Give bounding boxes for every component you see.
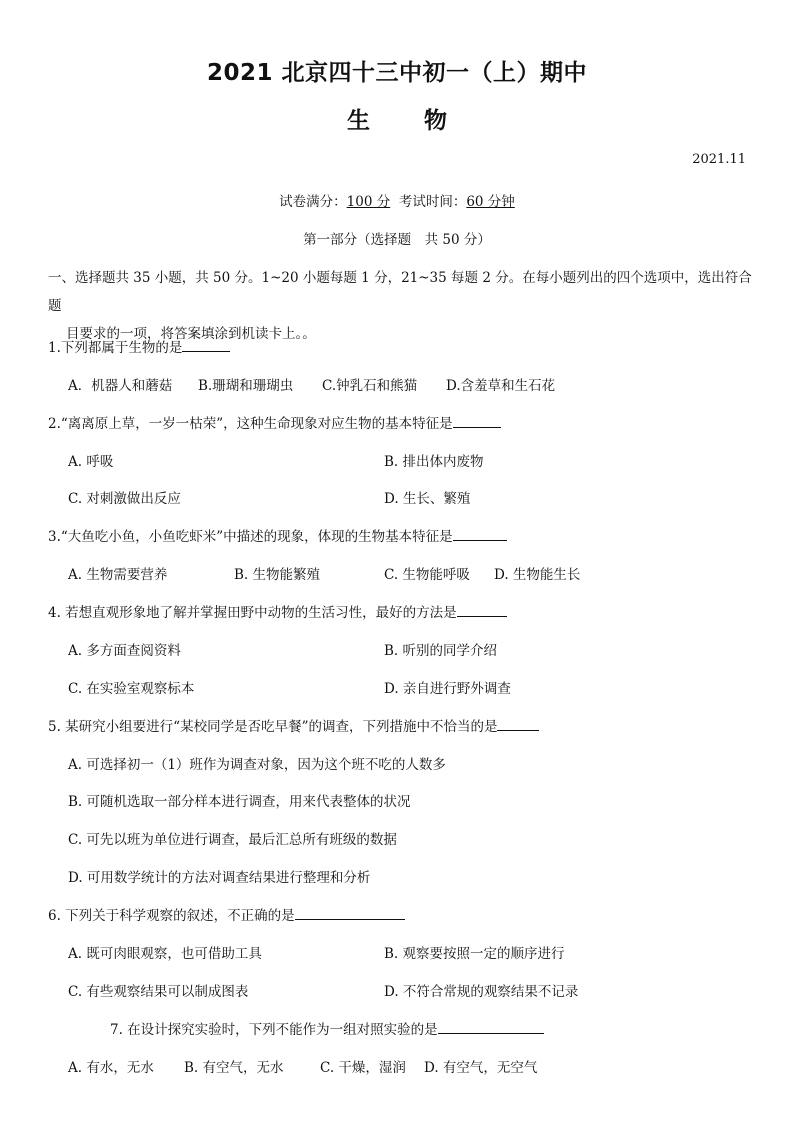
option: D. 亲自进行野外调查 bbox=[384, 681, 511, 697]
option: C.钟乳石和熊猫 bbox=[322, 378, 418, 394]
option: D. 生物能生长 bbox=[494, 567, 581, 583]
option: C. 可先以班为单位进行调查，最后汇总所有班级的数据 bbox=[68, 832, 397, 848]
option: D.含羞草和生石花 bbox=[446, 378, 556, 394]
option: B. 排出体内废物 bbox=[384, 454, 484, 470]
option: D. 生长、繁殖 bbox=[384, 491, 471, 507]
question-stem: 7. 在设计探究实验时，下列不能作为一组对照实验的是 bbox=[110, 1018, 544, 1038]
option: B. 听别的同学介绍 bbox=[384, 643, 498, 659]
option: D. 有空气，无空气 bbox=[424, 1060, 538, 1076]
option: A. 既可肉眼观察，也可借助工具 bbox=[68, 946, 262, 962]
option: A. 生物需要营养 bbox=[68, 567, 168, 583]
option: B. 有空气，无水 bbox=[184, 1060, 284, 1076]
score-value: 100 分 bbox=[346, 194, 391, 210]
question-stem: 4. 若想直观形象地了解并掌握田野中动物的生活习性，最好的方法是 bbox=[48, 601, 507, 621]
instructions-line-2: 目要求的一项，将答案填涂到机读卡上。。 bbox=[66, 326, 316, 342]
option: C. 有些观察结果可以制成图表 bbox=[68, 984, 249, 1000]
option: A. 呼吸 bbox=[68, 454, 114, 470]
option: B. 观察要按照一定的顺序进行 bbox=[384, 946, 565, 962]
exam-date: 2021.11 bbox=[692, 152, 746, 167]
question-stem: 6. 下列关于科学观察的叙述，不正确的是 bbox=[48, 904, 405, 924]
subject-title: 生物 bbox=[347, 108, 501, 134]
question-stem: 3.“大鱼吃小鱼，小鱼吃虾米”中描述的现象，体现的生物基本特征是 bbox=[48, 525, 507, 545]
answer-blank bbox=[497, 718, 539, 731]
question-stem: 2.“离离原上草，一岁一枯荣”，这种生命现象对应生物的基本特征是 bbox=[48, 412, 501, 432]
exam-meta bbox=[0, 190, 794, 210]
option: D. 可用数学统计的方法对调查结果进行整理和分析 bbox=[68, 870, 371, 886]
time-label: 考试时间： bbox=[398, 194, 467, 210]
answer-blank bbox=[453, 415, 501, 428]
option: C. 干燥，湿润 bbox=[320, 1060, 406, 1076]
option: B. 可随机选取一部分样本进行调查，用来代表整体的状况 bbox=[68, 794, 411, 810]
question-stem: 5. 某研究小组要进行“某校同学是否吃早餐”的调查，下列措施中不恰当的是 bbox=[48, 715, 539, 735]
option: B. 生物能繁殖 bbox=[234, 567, 321, 583]
question-stem: 1.下列都属于生物的是 bbox=[48, 336, 230, 356]
answer-blank bbox=[457, 604, 507, 617]
option: D. 不符合常规的观察结果不记录 bbox=[384, 984, 579, 1000]
score-label: 试卷满分： bbox=[279, 194, 347, 210]
instructions-line-1: 一、选择题共 35 小题，共 50 分。1~20 小题每题 1 分，21~35 每题 2 分。在每小题列出的四个选项中，选出符合题 bbox=[48, 270, 752, 314]
option: A. 有水，无水 bbox=[68, 1060, 154, 1076]
page-title: 2021 北京四十三中初一（上）期中 bbox=[206, 60, 588, 86]
option: C. 在实验室观察标本 bbox=[68, 681, 195, 697]
answer-blank bbox=[438, 1021, 544, 1034]
option: A. 多方面查阅资料 bbox=[68, 643, 181, 659]
option: C. 生物能呼吸 bbox=[384, 567, 470, 583]
option: A. 可选择初一（1）班作为调查对象，因为这个班不吃的人数多 bbox=[68, 757, 446, 773]
option: B.珊瑚和珊瑚虫 bbox=[198, 378, 294, 394]
answer-blank bbox=[453, 528, 507, 541]
option: C. 对刺激做出反应 bbox=[68, 491, 181, 507]
answer-blank bbox=[295, 907, 405, 920]
time-value: 60 分钟 bbox=[466, 194, 515, 210]
answer-blank bbox=[182, 339, 230, 352]
option: A．机器人和蘑菇 bbox=[68, 378, 173, 394]
part-heading: 第一部分（选择题 共 50 分） bbox=[303, 232, 491, 248]
